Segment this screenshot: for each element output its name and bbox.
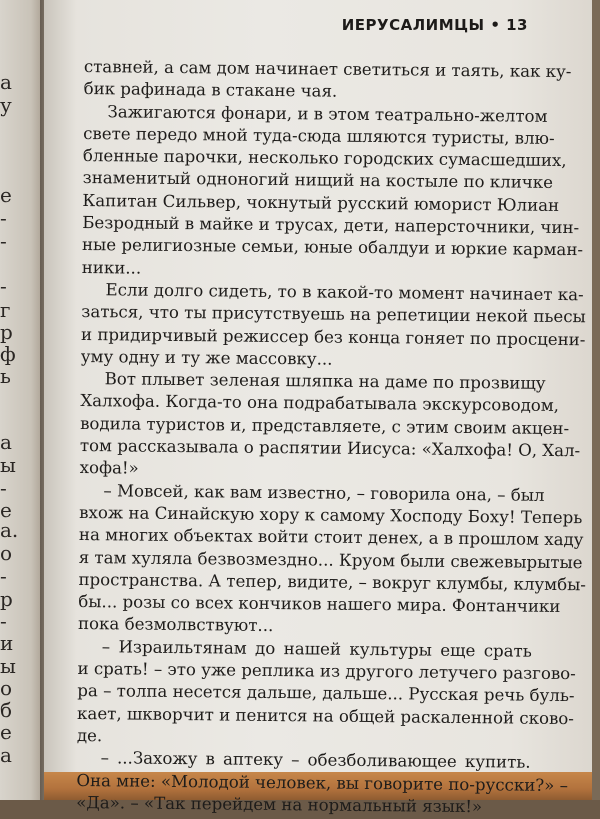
- text-line: уму одну и ту же массовку...: [80, 346, 333, 369]
- text-line: Она мне: «Молодой человек, вы говорите по-русски?» –: [76, 770, 569, 795]
- left-page-fragment: е: [0, 498, 12, 522]
- text-line: и срать! – это уже реплика из другого летучего разгово-: [77, 658, 576, 684]
- text-line: знаменитый одноногий нищий на костыле по кличке: [82, 168, 554, 193]
- text-line: Зажигаются фонари, и в этом театрально-желтом: [107, 101, 548, 126]
- left-page-fragment: -: [0, 476, 7, 500]
- text-line: на многих объектах войти стоит денех, а в прошлом хаду: [78, 525, 584, 550]
- text-line: ставней, а сам дом начинает светиться и таять, как ку-: [83, 56, 572, 82]
- left-page-fragment: а: [0, 70, 12, 94]
- left-page: [0, 0, 44, 800]
- left-page-fragment: а.: [0, 518, 19, 542]
- text-line: Если долго сидеть, то в какой-то момент начинает ка-: [105, 280, 584, 305]
- left-page-fragment: о: [0, 676, 13, 700]
- text-line: – Израильтянам до нашей культуры еще срать: [101, 636, 532, 661]
- text-line: де.: [76, 725, 103, 746]
- left-page-fragment: р: [0, 587, 13, 611]
- text-line: свете передо мной туда-сюда шляются туристы, влю-: [83, 123, 555, 148]
- left-page-fragment: -: [0, 206, 7, 230]
- text-line: «Да». – «Так перейдем на нормальный язык!»: [76, 792, 483, 817]
- text-line: бы... розы со всех кончиков нашего мира. Фонтанчики: [78, 592, 561, 617]
- left-page-fragment: е: [0, 720, 12, 744]
- left-page-fragment: а: [0, 743, 12, 767]
- left-page-fragment: а: [0, 430, 12, 454]
- text-line: – Мовсей, как вам известно, – говорила она, – был: [103, 480, 545, 505]
- left-page-fragment: е: [0, 183, 12, 207]
- left-page-fragment: б: [0, 698, 13, 722]
- text-line: кает, шкворчит и пенится на общей раскаленной сково-: [77, 703, 575, 728]
- left-page-fragment: -: [0, 609, 7, 633]
- left-page-fragment: у: [0, 93, 12, 117]
- left-page-fragment: ф: [0, 342, 16, 366]
- left-page-fragment: -: [0, 229, 7, 253]
- left-page-fragment: р: [0, 320, 13, 344]
- left-page-fragment: ь: [0, 364, 11, 388]
- text-line: – ...Захожу в аптеку – обезболивающее купить.: [100, 748, 531, 772]
- left-page-fragment: г: [0, 298, 11, 322]
- text-line: Халхофа. Когда-то она подрабатывала экскурсоводом,: [80, 391, 560, 416]
- text-line: ные религиозные семьи, юные обалдуи и юркие карман-: [81, 235, 584, 260]
- running-head: ИЕРУСАЛИМЦЫ • 13: [341, 16, 528, 34]
- text-line: пространства. А тепер, видите, – вокруг клумбы, клумбы-: [78, 569, 587, 595]
- left-page-fragment: ы: [0, 654, 16, 678]
- text-line: ра – толпа несется дальше, дальше... Русская речь буль-: [77, 681, 575, 706]
- left-page-fragment: о: [0, 541, 13, 565]
- text-line: ники...: [81, 257, 142, 278]
- text-line: том рассказывала о распятии Иисуса: «Халхофа! О, Хал-: [79, 436, 581, 461]
- text-line: бик рафинада в стакане чая.: [83, 79, 338, 101]
- left-page-fragment: -: [0, 274, 7, 298]
- left-page-fragment: ы: [0, 453, 16, 477]
- left-page-fragment: -: [0, 564, 7, 588]
- text-line: водила туристов и, представляете, с этим своим акцен-: [80, 413, 570, 438]
- left-page-fragment: и: [0, 631, 14, 655]
- text-line: хофа!»: [79, 458, 139, 478]
- text-line: я там хуляла безвозмездно... Круом были свежевырытые: [78, 547, 583, 572]
- text-line: пока безмолвствуют...: [77, 614, 274, 636]
- text-line: заться, что ты присутствуешь на репетиции некой пьесы: [81, 302, 586, 327]
- text-line: Вот плывет зеленая шляпка на даме по прозвищу: [104, 369, 546, 394]
- text-line: и придирчивый режиссер без конца гоняет по просцени-: [80, 324, 586, 349]
- text-line: Капитан Сильвер, чокнутый русский юморист Юлиан: [82, 190, 560, 215]
- text-line: бленные парочки, несколько городских сумасшедших,: [82, 146, 567, 171]
- page-body-text: [76, 56, 587, 819]
- text-line: Безродный в майке и трусах, дети, наперсточники, чин-: [82, 213, 580, 238]
- text-line: вхож на Синайскую хору к самому Хосподу Боху! Теперь: [79, 502, 583, 528]
- table-edge: [592, 0, 600, 800]
